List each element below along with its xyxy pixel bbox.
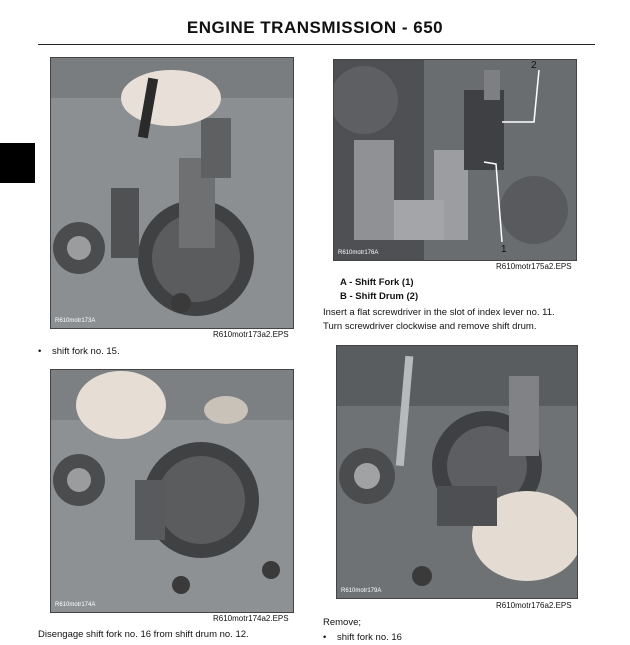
figure-2-photo: [333, 59, 577, 261]
instruction-line-2: Turn screwdriver clockwise and remove shift drum.: [323, 321, 537, 332]
disengage-instruction: Disengage shift fork no. 16 from shift drum no. 12.: [38, 629, 249, 640]
callout-1: 1: [501, 244, 507, 255]
figure-1-caption: R610motr173a2.EPS: [213, 330, 289, 339]
callout-2: 2: [531, 60, 537, 71]
header-rule: [38, 44, 595, 45]
figure-2-inner-tag: R610motr176A: [338, 250, 379, 256]
figure-3-inner-tag: R610motr174A: [55, 602, 96, 608]
figure-4-caption: R610motr176a2.EPS: [496, 601, 572, 610]
bullet-shift-fork-15: • shift fork no. 15.: [52, 345, 120, 359]
figure-3-photo: [50, 369, 294, 613]
page-title: ENGINE TRANSMISSION - 650: [186, 18, 444, 37]
figure-1-photo: [50, 57, 294, 329]
figure-4-photo: [336, 345, 578, 599]
figure-3-caption: R610motr174a2.EPS: [213, 614, 289, 623]
figure-4-inner-tag: R610motr179A: [341, 588, 382, 594]
legend-b: B - Shift Drum (2): [340, 291, 419, 302]
figure-2-caption: R610motr175a2.EPS: [496, 262, 572, 271]
instruction-line-1: Insert a flat screwdriver in the slot of index lever no. 11.: [323, 307, 555, 318]
figure-1-inner-tag: R610motr173A: [55, 318, 96, 324]
section-tab-marker: [0, 143, 35, 183]
bullet-shift-fork-16: • shift fork no. 16: [337, 631, 402, 645]
remove-label: Remove;: [323, 617, 362, 628]
legend-a: A - Shift Fork (1): [340, 277, 414, 288]
